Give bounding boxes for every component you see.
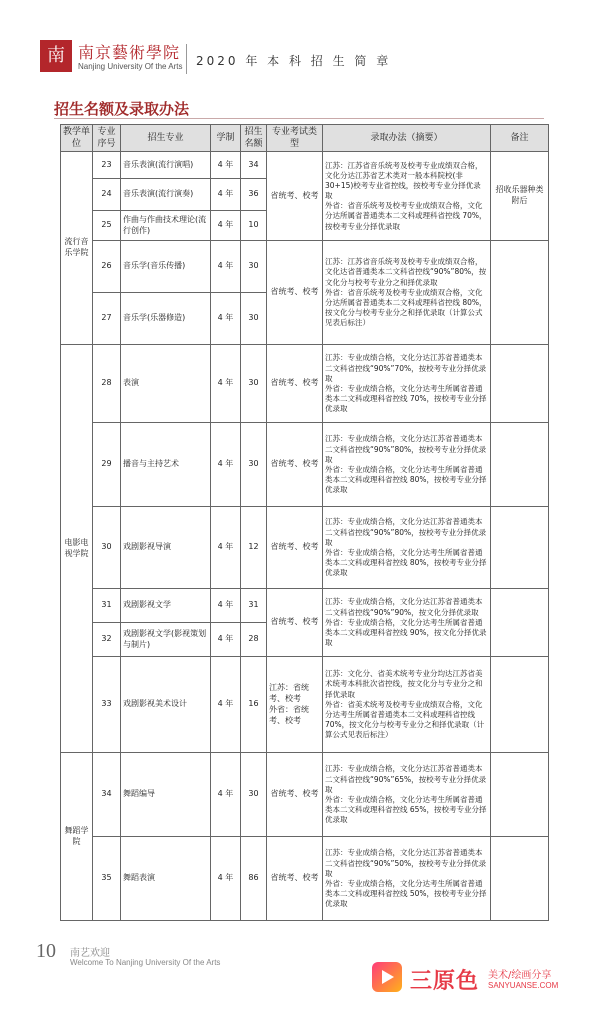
header-note: 备注: [491, 125, 549, 152]
note-cell: [491, 837, 549, 921]
no-cell: 25: [93, 211, 121, 241]
table-row: [61, 152, 549, 179]
header-major: 招生专业: [121, 125, 211, 152]
note-cell: [491, 423, 549, 507]
quota-cell: 31: [241, 589, 267, 623]
note-cell: [491, 345, 549, 423]
no-cell: 23: [93, 152, 121, 179]
no-cell: 29: [93, 423, 121, 507]
years-cell: 4 年: [211, 423, 241, 507]
years-cell: 4 年: [211, 345, 241, 423]
quota-cell: 34: [241, 152, 267, 179]
major-cell: 戏剧影视文学(影视策划与制片): [121, 623, 211, 657]
university-name-en: Nanjing University Of the Arts: [78, 62, 183, 71]
no-cell: 26: [93, 241, 121, 293]
major-cell: 戏剧影视文学: [121, 589, 211, 623]
no-cell: 31: [93, 589, 121, 623]
watermark-brand: 三原色: [410, 969, 480, 994]
no-cell: 27: [93, 293, 121, 345]
major-cell: 播音与主持艺术: [121, 423, 211, 507]
major-cell: 音乐学(乐器修造): [121, 293, 211, 345]
quota-cell: 36: [241, 179, 267, 211]
brochure-title: 2020 年 本 科 招 生 简 章: [196, 54, 392, 68]
table-row: [61, 753, 549, 837]
major-cell: 表演: [121, 345, 211, 423]
exam-type-cell: 省统考、校考: [267, 152, 323, 241]
table-row: [61, 507, 549, 589]
years-cell: 4 年: [211, 293, 241, 345]
major-cell: 戏剧影视美术设计: [121, 657, 211, 753]
quota-cell: 28: [241, 623, 267, 657]
no-cell: 35: [93, 837, 121, 921]
no-cell: 28: [93, 345, 121, 423]
quota-cell: 30: [241, 753, 267, 837]
years-cell: 4 年: [211, 211, 241, 241]
header-unit: 教学单位: [61, 125, 93, 152]
no-cell: 34: [93, 753, 121, 837]
unit-cell: 流行音乐学院: [61, 152, 93, 345]
years-cell: 4 年: [211, 657, 241, 753]
play-icon: [382, 970, 394, 984]
major-cell: 舞蹈编导: [121, 753, 211, 837]
years-cell: 4 年: [211, 507, 241, 589]
major-cell: 音乐表演(流行演奏): [121, 179, 211, 211]
quota-cell: 30: [241, 345, 267, 423]
no-cell: 30: [93, 507, 121, 589]
quota-cell: 30: [241, 423, 267, 507]
method-cell: 江苏：专业成绩合格，文化分达江苏省普通类本二文科省控线“90%”65%，按校考专业分择优录取 外省：专业成绩合格，文化分达考生所属省普通类本二文科或理科省控线 65%，按校考专业分择优录取: [323, 753, 491, 837]
method-cell: 江苏：专业成绩合格，文化分达江苏省普通类本二文科省控线“90%”70%，按校考专业分择优录取 外省：专业成绩合格，文化分达考生所属省普通类本二文科或理科省控线 70%，按校考专业分择优录取: [323, 345, 491, 423]
header-years: 学制: [211, 125, 241, 152]
university-name-cn: 南京藝術學院: [78, 43, 181, 62]
years-cell: 4 年: [211, 623, 241, 657]
exam-type-cell: 省统考、校考: [267, 753, 323, 837]
university-seal-logo: 南: [40, 40, 72, 72]
no-cell: 33: [93, 657, 121, 753]
header-no: 专业序号: [93, 125, 121, 152]
exam-type-cell: 省统考、校考: [267, 345, 323, 423]
quota-cell: 10: [241, 211, 267, 241]
exam-type-cell: 省统考、校考: [267, 241, 323, 345]
method-cell: 江苏：专业成绩合格，文化分达江苏省普通类本二文科省控线“90%”50%，按校考专业分择优录取 外省：专业成绩合格，文化分达考生所属省普通类本二文科或理科省控线 50%，按校考专业分择优录取: [323, 837, 491, 921]
table-row: [61, 423, 549, 507]
major-cell: 音乐学(音乐传播): [121, 241, 211, 293]
years-cell: 4 年: [211, 589, 241, 623]
years-cell: 4 年: [211, 753, 241, 837]
table-row: [61, 241, 549, 293]
header-quota: 招生名额: [241, 125, 267, 152]
exam-type-cell: 江苏：省统考、校考 外省：省统考、校考: [267, 657, 323, 753]
watermark-url: SANYUANSE.COM: [488, 981, 559, 990]
years-cell: 4 年: [211, 152, 241, 179]
section-title-underline: [54, 118, 544, 119]
quota-cell: 30: [241, 293, 267, 345]
quota-cell: 12: [241, 507, 267, 589]
exam-type-cell: 省统考、校考: [267, 507, 323, 589]
unit-cell: 电影电视学院: [61, 345, 93, 753]
table-row: [61, 345, 549, 423]
exam-type-cell: 省统考、校考: [267, 837, 323, 921]
quota-cell: 16: [241, 657, 267, 753]
footer-slogan-cn: 南艺欢迎: [70, 948, 110, 959]
method-cell: 江苏：文化分、省美术统考专业分均达江苏省美术统考本科批次省控线，按文化分与专业分之和择优录取 外省：省美术统考及校考专业成绩双合格，文化分达考生所属省普通类本二文科或理科省控线 70%，按文化分与校考专业分之和择优录取（计算公式见表后标注）: [323, 657, 491, 753]
header-divider: [186, 44, 187, 74]
major-cell: 音乐表演(流行演唱): [121, 152, 211, 179]
quota-cell: 30: [241, 241, 267, 293]
watermark-subtitle: 美术/绘画分享: [488, 970, 552, 981]
years-cell: 4 年: [211, 837, 241, 921]
method-cell: 江苏：江苏省音乐统考及校考专业成绩双合格，文化达省普通类本二文科省控线“90%”80%，按文化分与校考专业分之和择优录取 外省：省音乐统考及校考专业成绩双合格，文化分达所属省普通类本二文科或理科省控线 80%，按文化分与校考专业分之和择优录取（计算公式见表后标注）: [323, 241, 491, 345]
note-cell: [491, 589, 549, 657]
method-cell: 江苏：专业成绩合格，文化分达江苏省普通类本二文科省控线“90%”80%，按校考专业分择优录取 外省：专业成绩合格，文化分达考生所属省普通类本二文科或理科省控线 80%，按校考专业分择优录取: [323, 507, 491, 589]
method-cell: 江苏：专业成绩合格，文化分达江苏省普通类本二文科省控线“90%”80%，按校考专业分择优录取 外省：专业成绩合格，文化分达考生所属省普通类本二文科或理科省控线 80%，按校考专业分择优录取: [323, 423, 491, 507]
unit-cell: 舞蹈学院: [61, 753, 93, 921]
major-cell: 作曲与作曲技术理论(流行创作): [121, 211, 211, 241]
header-exam-type: 专业考试类型: [267, 125, 323, 152]
major-cell: 戏剧影视导演: [121, 507, 211, 589]
note-cell: [491, 753, 549, 837]
major-cell: 舞蹈表演: [121, 837, 211, 921]
admissions-table: [60, 124, 549, 921]
exam-type-cell: 省统考、校考: [267, 423, 323, 507]
table-header-row: [61, 125, 549, 152]
section-title: 招生名额及录取办法: [54, 100, 190, 118]
table-row: [61, 589, 549, 623]
years-cell: 4 年: [211, 241, 241, 293]
quota-cell: 86: [241, 837, 267, 921]
exam-type-cell: 省统考、校考: [267, 589, 323, 657]
note-cell: 招收乐器种类附后: [491, 152, 549, 241]
method-cell: 江苏：江苏省音乐统考及校考专业成绩双合格，文化分达江苏省艺术类对一般本科院校(非 30+15)校考专业省控线，按校考专业分择优录取 外省：省音乐统考及校考专业成绩双合格，文化分达所属省普通类本二文科或理科省控线 70%，按校考专业分择优录取: [323, 152, 491, 241]
table-row: [61, 657, 549, 753]
note-cell: [491, 657, 549, 753]
table-row: [61, 837, 549, 921]
note-cell: [491, 507, 549, 589]
note-cell: [491, 241, 549, 345]
footer-slogan-en: Welcome To Nanjing University Of the Arts: [70, 958, 221, 967]
no-cell: 24: [93, 179, 121, 211]
admissions-table-wrapper: [60, 124, 548, 921]
header-method: 录取办法（摘要）: [323, 125, 491, 152]
method-cell: 江苏：专业成绩合格，文化分达江苏省普通类本二文科省控线“90%”90%，按文化分择优录取 外省：专业成绩合格，文化分达考生所属省普通类本二文科或理科省控线 90%，按文化分择优录取: [323, 589, 491, 657]
years-cell: 4 年: [211, 179, 241, 211]
page-number: 10: [36, 940, 56, 962]
no-cell: 32: [93, 623, 121, 657]
